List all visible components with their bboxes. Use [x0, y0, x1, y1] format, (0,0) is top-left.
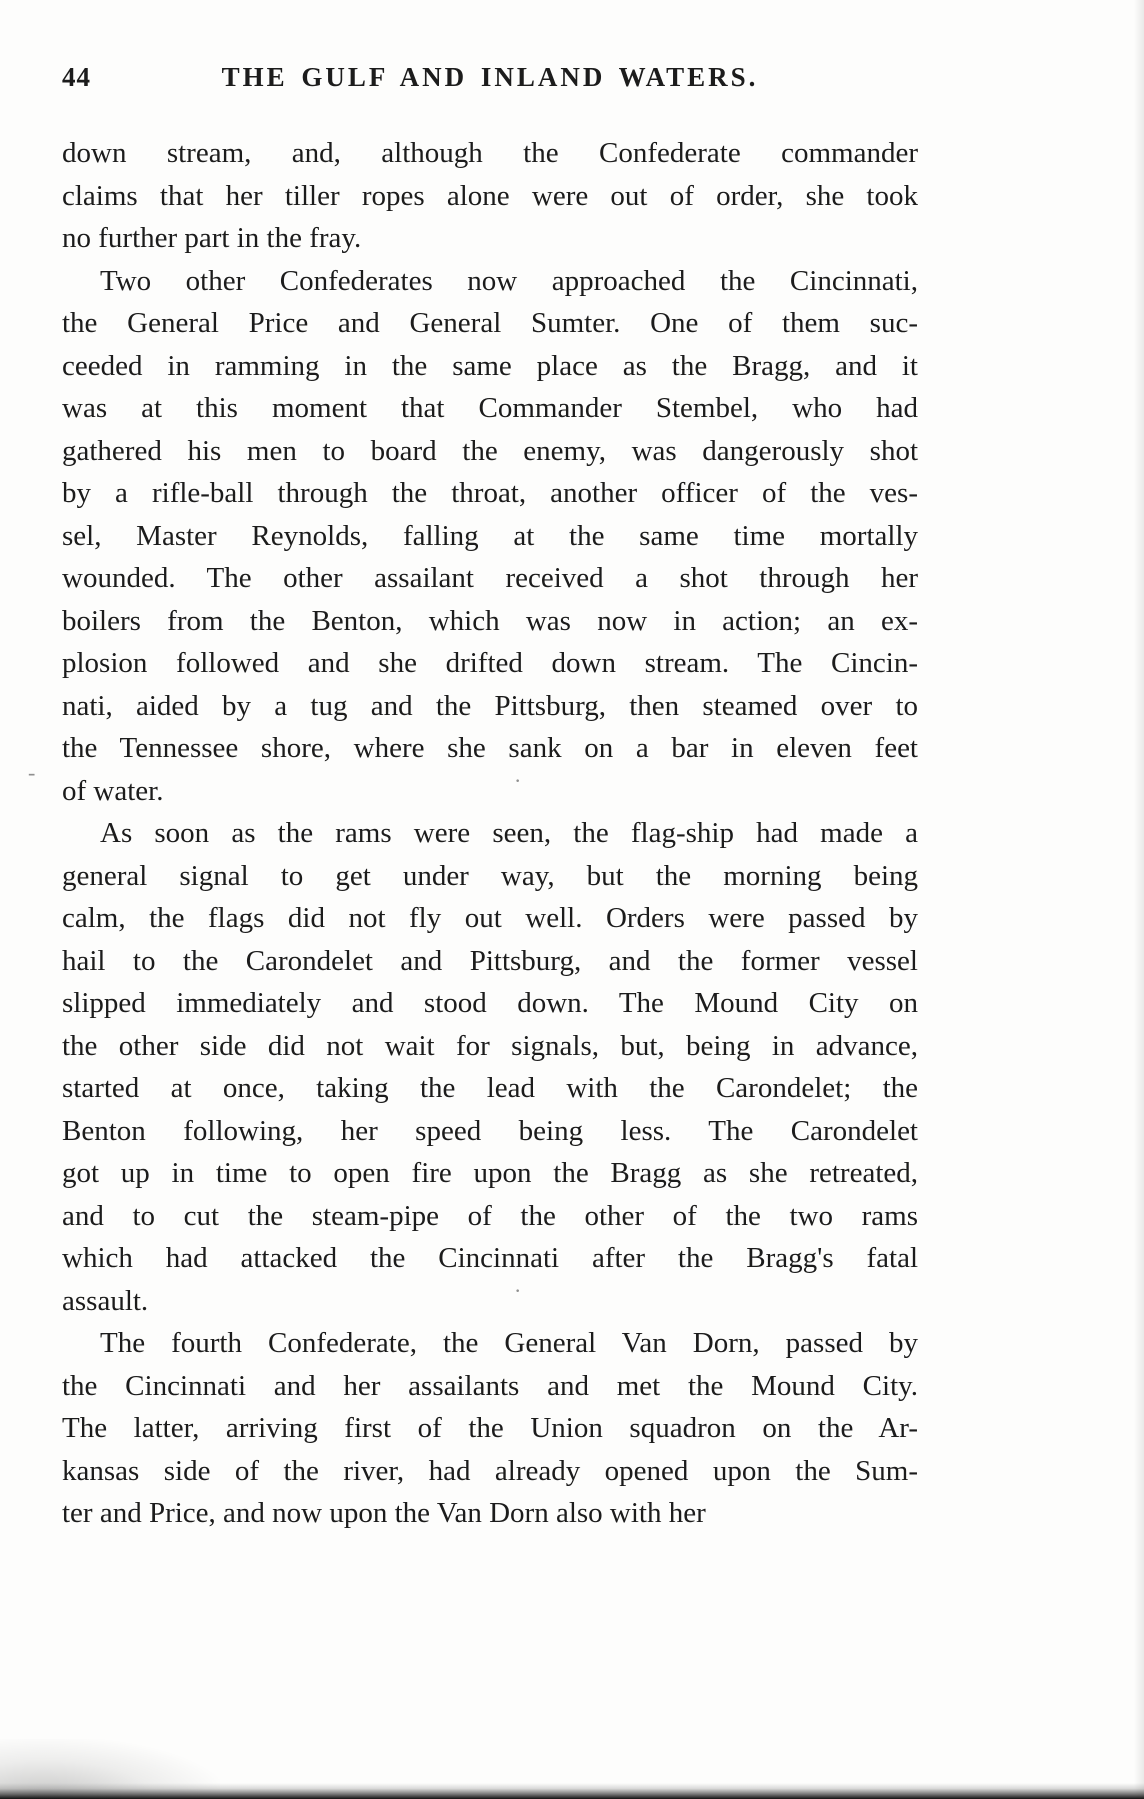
scan-right-edge — [1134, 0, 1144, 1799]
text-line: assault. — [62, 1284, 149, 1317]
text-line: no further part in the fray. — [62, 222, 362, 254]
text-line: which had attacked the Cincinnati after the Bragg's fatal — [62, 1242, 918, 1274]
scan-corner-shadow — [0, 1739, 220, 1799]
text-line: the Cincinnati and her assailants and met the Mound City. — [62, 1369, 918, 1402]
paragraph — [62, 1322, 918, 1535]
running-title: THE GULF AND INLAND WATERS. — [221, 62, 759, 92]
text-line: hail to the Carondelet and Pittsburg, and the former vessel — [62, 944, 918, 977]
text-line: down stream, and, although the Confederate commander — [62, 137, 918, 169]
text-line: the Tennessee shore, where she sank on a bar in eleven feet — [62, 732, 918, 764]
text-line: The latter, arriving first of the Union squadron on the Ar- — [62, 1412, 918, 1444]
text-line: got up in time to open fire upon the Bragg as she retreated, — [62, 1157, 918, 1189]
text-line: started at once, taking the lead with the Carondelet; the — [62, 1072, 918, 1104]
text-line: the General Price and General Sumter. One of them suc- — [62, 307, 918, 339]
text-line: As soon as the rams were seen, the flag-ship had made a — [100, 817, 918, 849]
text-line: Benton following, her speed being less. The Carondelet — [62, 1114, 918, 1147]
text-line: plosion followed and she drifted down stream. The Cincin- — [62, 647, 918, 679]
text-line: boilers from the Benton, which was now in action; an ex- — [62, 604, 918, 637]
text-line: was at this moment that Commander Stembel, who had — [62, 392, 918, 424]
text-line: and to cut the steam-pipe of the other of the two rams — [62, 1199, 918, 1232]
text-line: sel, Master Reynolds, falling at the same time mortally — [62, 519, 918, 552]
scan-artifact: · — [514, 1278, 522, 1303]
page-content — [62, 60, 918, 1535]
text-line: kansas side of the river, had already opened upon the Sum- — [62, 1454, 918, 1487]
scan-bottom-edge — [0, 1783, 1144, 1799]
scan-artifact: - — [28, 760, 36, 785]
page-header — [62, 60, 918, 94]
text-line: of water. — [62, 774, 164, 807]
text-line: Two other Confederates now approached the Cincinnati, — [100, 264, 918, 297]
page-number: 44 — [62, 62, 91, 92]
text-line: claims that her tiller ropes alone were out of order, she took — [62, 179, 918, 212]
scan-artifact: · — [514, 768, 522, 793]
text-line: the other side did not wait for signals, but, being in advance, — [62, 1029, 918, 1062]
text-line: ter and Price, and now upon the Van Dorn also with her — [62, 1497, 706, 1529]
text-block — [62, 132, 918, 1535]
text-line: calm, the flags did not fly out well. Orders were passed by — [62, 902, 918, 934]
text-line: slipped immediately and stood down. The Mound City on — [62, 987, 918, 1019]
paragraph — [62, 812, 918, 1322]
text-line: ceeded in ramming in the same place as the Bragg, and it — [62, 349, 918, 382]
text-line: by a rifle-ball through the throat, another officer of the ves- — [62, 477, 918, 509]
paragraph — [62, 132, 918, 260]
text-line: gathered his men to board the enemy, was dangerously shot — [62, 434, 918, 467]
text-line: nati, aided by a tug and the Pittsburg, then steamed over to — [62, 689, 918, 722]
text-line: The fourth Confederate, the General Van Dorn, passed by — [100, 1327, 918, 1359]
text-line: general signal to get under way, but the morning being — [62, 859, 918, 892]
paragraph — [62, 260, 918, 813]
text-line: wounded. The other assailant received a shot through her — [62, 562, 918, 594]
